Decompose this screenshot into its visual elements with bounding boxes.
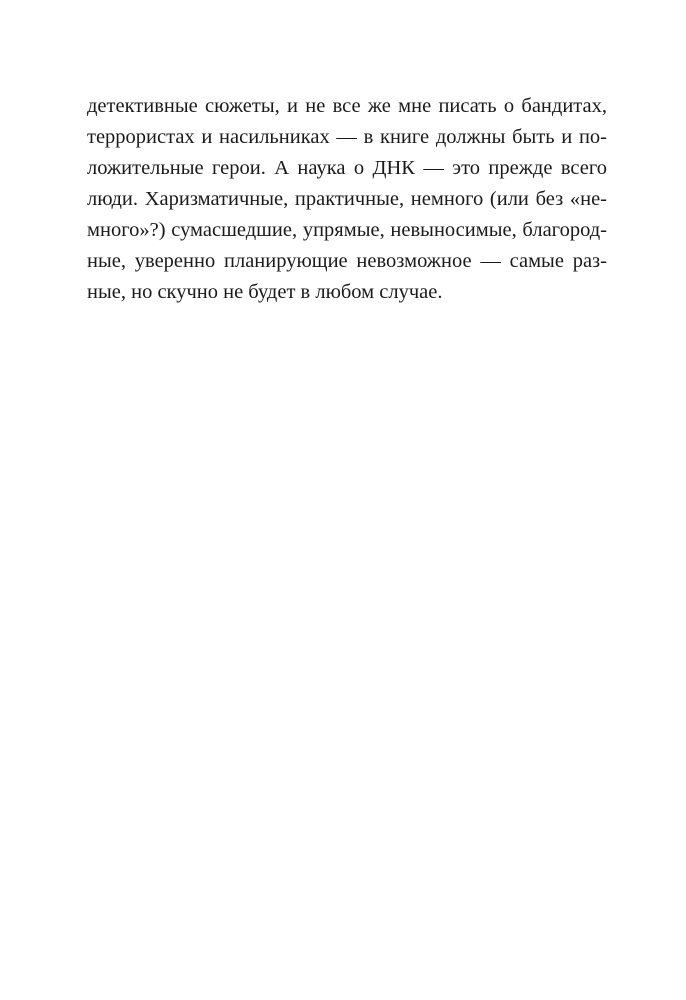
body-paragraph xyxy=(87,91,607,308)
text-line: ложительные герои. А наука о ДНК — это прежде всего xyxy=(87,157,607,179)
text-line: детективные сюжеты, и не все же мне писать о бандитах, xyxy=(87,95,607,117)
text-line: много»?) сумасшедшие, упрямые, невыносимые, благород- xyxy=(87,219,607,241)
text-line: люди. Харизматичные, практичные, немного (или без «не- xyxy=(87,188,607,210)
text-line: ные, уверенно планирующие невозможное — самые раз- xyxy=(87,250,607,272)
text-line: террористах и насильниках — в книге должны быть и по- xyxy=(87,126,607,148)
text-line: ные, но скучно не будет в любом случае. xyxy=(87,281,443,303)
